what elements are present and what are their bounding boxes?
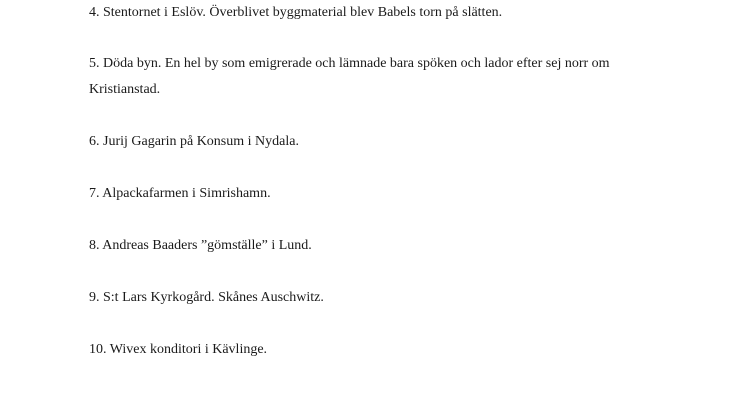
list-item-5-line-2: Kristianstad. xyxy=(89,82,161,97)
list-item-6: 6. Jurij Gagarin på Konsum i Nydala. xyxy=(89,134,299,149)
list-item-8: 8. Andreas Baaders ”gömställe” i Lund. xyxy=(89,238,312,253)
list-item-7: 7. Alpackafarmen i Simrishamn. xyxy=(89,186,271,201)
list-item-4: 4. Stentornet i Eslöv. Överblivet byggmaterial blev Babels torn på slätten. xyxy=(89,5,503,20)
list-item-5-line-1: 5. Döda byn. En hel by som emigrerade och lämnade bara spöken och lador efter sej norr om xyxy=(89,56,610,71)
list-item-5 xyxy=(89,51,689,103)
list-item-10: 10. Wivex konditori i Kävlinge. xyxy=(89,342,268,357)
list-item-9: 9. S:t Lars Kyrkogård. Skånes Auschwitz. xyxy=(89,290,324,305)
